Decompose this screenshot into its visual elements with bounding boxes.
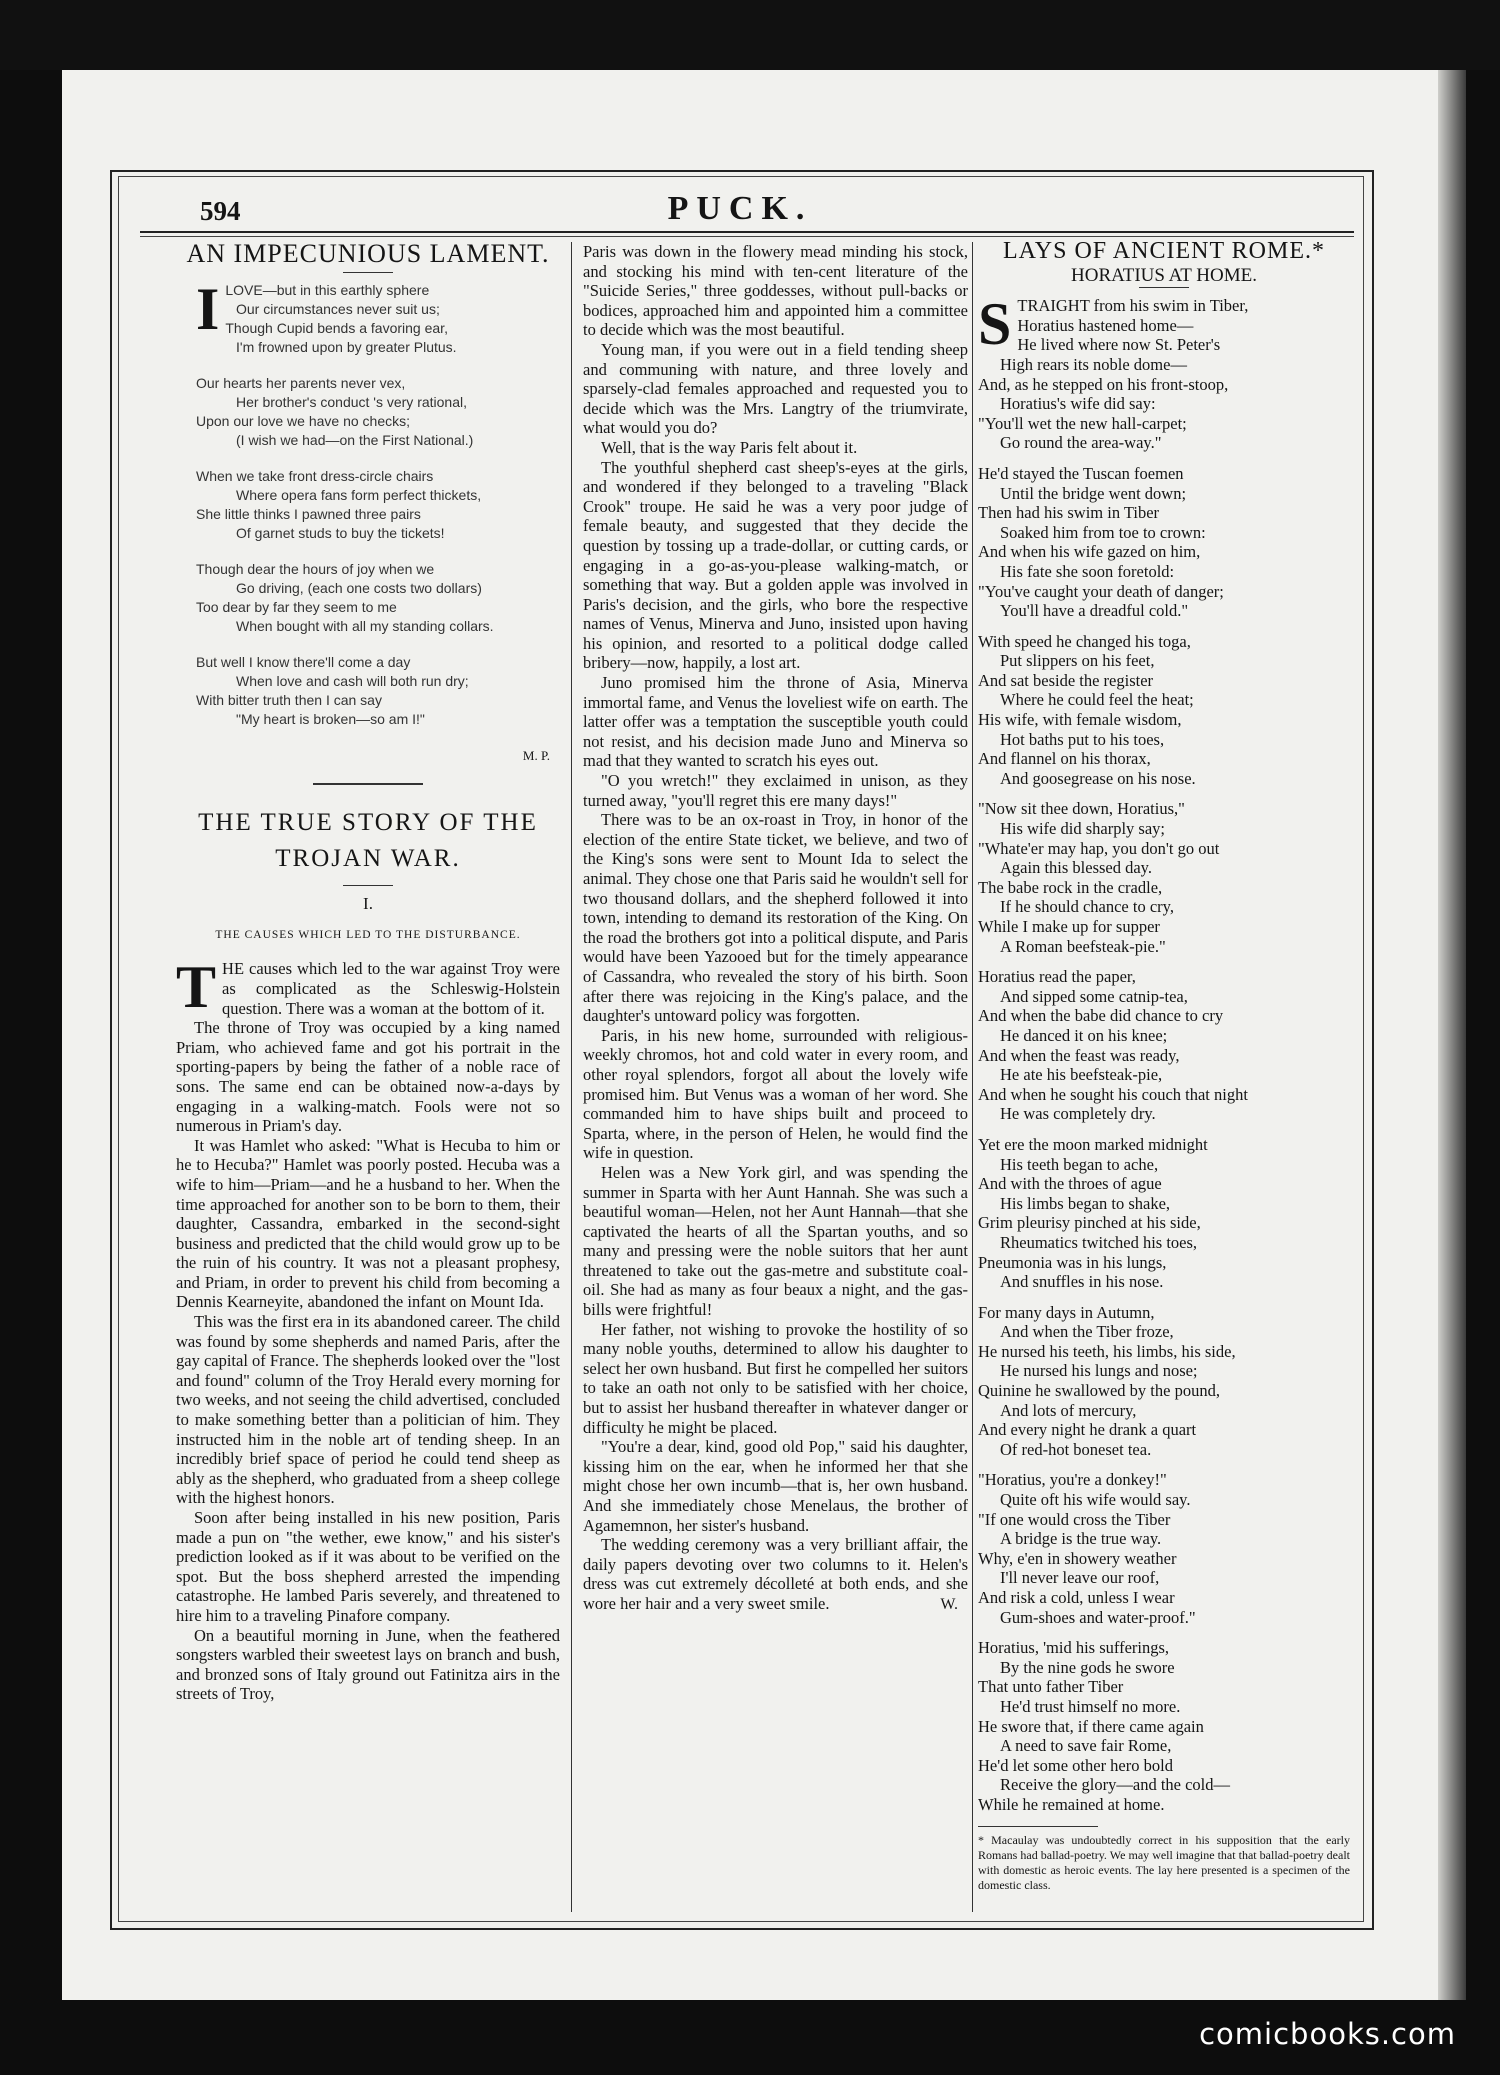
column-1 xyxy=(176,239,560,1704)
trojan-signature: W. xyxy=(940,1595,958,1613)
paragraph: There was to be an ox-roast in Troy, in honor of the election of the entire State ticket, we believe, and two of the King's sons were sent to Mount Ida to select the animal. They chose one that Paris said he wouldn't sell for two thousand dollars, and the shepherd followed it into town, intending to demand its restoration of the King. On the road the brothers got into a political dispute, and Paris would have been Yazooed but for the timely appearance of Cassandra, who revealed the story of his birth. Soon after there was rejoicing in the King's palace, and the daughter's untoward policy was forgotten. xyxy=(583,810,968,1026)
poem-stanza xyxy=(978,1638,1350,1814)
poem-line: And every night he drank a quart xyxy=(978,1420,1197,1440)
poem-line: When bought with all my standing collars. xyxy=(236,617,494,634)
poem-line: And when the feast was ready, xyxy=(978,1045,1180,1065)
poem-line: Rheumatics twitched his toes, xyxy=(1000,1232,1198,1252)
poem-line: Her brother's conduct 's very rational, xyxy=(236,393,467,410)
poem-stanza xyxy=(978,1303,1350,1460)
poem-stanza xyxy=(196,653,560,729)
trojan-title-line1: THE TRUE STORY OF THE xyxy=(198,809,538,837)
trojan-title-line2: TROJAN WAR. xyxy=(275,845,461,873)
paragraph: It was Hamlet who asked: "What is Hecuba to him or he to Hecuba?" Hamlet was poorly posted. Hecuba was a wife to him—Priam—and he a husband to her. When the time approached for another son to be born to them, their daughter, Cassandra, embarked in the second-sight business and predicted that the child would grow up to be the ruin of his country. It was not a pleasant prophesy, and Priam, in order to prevent his child from becoming a Dennis Kearneyite, abandoned the infant on Mount Ida. xyxy=(176,1135,560,1312)
poem-line: Of garnet studs to buy the tickets! xyxy=(236,524,445,541)
poem-line: High rears its noble dome— xyxy=(1000,354,1187,374)
chapter-heading: THE CAUSES WHICH LED TO THE DISTURBANCE. xyxy=(215,928,521,941)
poem-line: His wife, with female wisdom, xyxy=(978,710,1182,730)
poem-line: The babe rock in the cradle, xyxy=(978,877,1163,897)
poem-line: Why, e'en in showery weather xyxy=(978,1548,1177,1568)
header-rule xyxy=(140,231,1354,233)
lays-title: LAYS OF ANCIENT ROME.* xyxy=(1002,238,1326,264)
poem-line: But well I know there'll come a day xyxy=(196,653,411,670)
lays-poem xyxy=(978,291,1350,1814)
poem-line: Quite oft his wife would say. xyxy=(1000,1490,1191,1510)
poem-line: "Whate'er may hap, you don't go out xyxy=(978,838,1220,858)
poem-line: Too dear by far they seem to me xyxy=(196,598,397,615)
header-rule-thin xyxy=(140,236,1354,237)
poem-line: Horatius's wife did say: xyxy=(1000,394,1156,414)
poem-stanza xyxy=(978,632,1350,789)
poem-line: And when he sought his couch that night xyxy=(978,1084,1248,1104)
poem-line: "My heart is broken—so am I!" xyxy=(236,710,425,727)
poem-line: Receive the glory—and the cold— xyxy=(1000,1775,1231,1795)
poem-line: And sat beside the register xyxy=(978,670,1154,690)
poem-line: Of red-hot boneset tea. xyxy=(1000,1439,1152,1459)
paragraph: The youthful shepherd cast sheep's-eyes at the girls, and wondered if they belonged to a traveling "Black Crook" troupe. He said he was a very poor judge of female beauty, and suggested that they decide the question by tossing up a trade-dollar, or cutting cards, or engaging in a go-as-you-please walking-match, or something that way. But a golden apple was involved in Paris's decision, and the girls, who bore the respective names of Venus, Minerva and Juno, insisted upon having his opinion, and resorted to a political dodge called bribery—now, happily, a lost art. xyxy=(583,457,968,673)
paragraph: Paris was down in the flowery mead minding his stock, and stocking his mind with ten-cent literature of the "Suicide Series," three goddesses, without pull-backs or bodices, approached him and appointed him a committee to decide which was the most beautiful. xyxy=(583,242,968,340)
poem-line: A Roman beefsteak-pie." xyxy=(1000,936,1166,956)
poem-line: Horatius, 'mid his sufferings, xyxy=(978,1638,1170,1658)
paragraph: Paris, in his new home, surrounded with religious-weekly chromos, hot and cold water in every room, and other royal splendors, forgot all about the lovely wife promised him. But Venus was a woman of her word. She commanded him to have ships built and proceed to Sparta, where, in the person of Helen, he would find the wife in question. xyxy=(583,1025,968,1163)
poem-line: "You'll wet the new hall-carpet; xyxy=(978,413,1187,433)
paragraph: Her father, not wishing to provoke the hostility of so many noble youths, determined to allow his daughter to select her own husband. But first he compelled her suitors to take an oath not only to be satisfied with her choice, but to assist her husband thereafter in whatever danger or difficulty he might be placed. xyxy=(583,1319,968,1437)
poem-line: While I make up for supper xyxy=(978,917,1160,936)
lament-signature: M. P. xyxy=(522,747,550,763)
poem-line: By the nine gods he swore xyxy=(1000,1657,1175,1677)
poem-line: When love and cash will both run dry; xyxy=(236,672,469,689)
poem-stanza xyxy=(978,291,1350,453)
poem-line: He nursed his lungs and nose; xyxy=(1000,1361,1198,1381)
paragraph: Young man, if you were out in a field tending sheep and communing with nature, and three lovely and sparsely-clad females approached and requested you to decide which was the Mrs. Langtry of the triumvirate, what would you do? xyxy=(583,339,968,438)
column-2 xyxy=(583,242,968,1614)
poem-line: Though dear the hours of joy when we xyxy=(196,560,435,577)
ornamental-rule xyxy=(313,783,423,791)
poem-line: He lived where now St. Peter's xyxy=(1017,335,1221,355)
poem-line: I'll never leave our roof, xyxy=(1000,1568,1160,1588)
poem-stanza xyxy=(196,560,560,636)
lament-poem xyxy=(176,275,560,729)
poem-line: Where he could feel the heat; xyxy=(1000,690,1194,710)
poem-line: While he remained at home. xyxy=(978,1794,1165,1814)
masthead: PUCK. xyxy=(667,190,813,227)
poem-line: "Now sit thee down, Horatius," xyxy=(978,799,1185,819)
paragraph: "You're a dear, kind, good old Pop," said his daughter, kissing him on the ear, when he informed her that she might chose her own incumb—that is, her own husband. And she immediately chose Menelaus, the brother of Agamemnon, her sister's husband. xyxy=(583,1437,968,1535)
poem-line: He'd let some other hero bold xyxy=(978,1755,1173,1775)
poem-line: Put slippers on his feet, xyxy=(1000,651,1155,671)
poem-line: Our circumstances never suit us; xyxy=(236,300,440,317)
poem-line: His wife did sharply say; xyxy=(1000,819,1165,839)
poem-line: You'll have a dreadful cold." xyxy=(1000,601,1189,621)
poem-line: Go round the area-way." xyxy=(1000,433,1162,453)
page-number: 594 xyxy=(200,196,241,226)
footnote-rule xyxy=(978,1826,1098,1827)
poem-line: I'm frowned upon by greater Plutus. xyxy=(236,338,457,355)
poem-line: Pneumonia was in his lungs, xyxy=(978,1252,1167,1272)
poem-line: And when his wife gazed on him, xyxy=(978,542,1201,562)
lament-title: AN IMPECUNIOUS LAMENT. xyxy=(186,239,550,268)
poem-line: He ate his beefsteak-pie, xyxy=(1000,1065,1163,1085)
column-rule xyxy=(571,242,572,1912)
poem-line: LOVE—but in this earthly sphere xyxy=(225,281,430,298)
title-rule xyxy=(1139,287,1189,288)
poem-line: Though Cupid bends a favoring ear, xyxy=(225,319,448,336)
poem-stanza xyxy=(196,467,560,543)
paragraph: The throne of Troy was occupied by a king named Priam, who achieved fame and got his portrait in the sporting-papers by being the father of a noble race of sons. The same end can be obtained now-a-days by engaging in a walking-match. Fools were not so numerous in Priam's day. xyxy=(176,1018,560,1136)
poem-line: Yet ere the moon marked midnight xyxy=(978,1134,1208,1154)
trojan-text-col1 xyxy=(176,954,560,1704)
poem-stanza xyxy=(196,374,560,450)
poem-line: A bridge is the true way. xyxy=(1000,1529,1162,1549)
poem-line: Grim pleurisy pinched at his side, xyxy=(978,1213,1201,1233)
gutter-shadow xyxy=(1438,70,1466,2000)
poem-line: His fate she soon foretold: xyxy=(1000,561,1175,581)
paragraph: The wedding ceremony was a very brilliant affair, the daily papers devoting over two columns to it. Helen's dress was cut extremely décolleté at both ends, and she wore her hair and a very sweet smile. xyxy=(583,1535,968,1613)
scan-border xyxy=(0,0,1500,70)
trojan-text-col2 xyxy=(583,242,968,1614)
part-number: I. xyxy=(363,894,373,914)
poem-line: If he should chance to cry, xyxy=(1000,897,1174,917)
poem-stanza xyxy=(978,464,1350,621)
poem-line: He'd stayed the Tuscan foemen xyxy=(978,463,1184,483)
paragraph: Well, that is the way Paris felt about it. xyxy=(601,437,858,457)
poem-stanza xyxy=(978,967,1350,1124)
poem-line: Then had his swim in Tiber xyxy=(978,503,1160,523)
paragraph: "O you wretch!" they exclaimed in unison, as they turned away, "you'll regret this ere many days!" xyxy=(583,771,968,810)
page-header xyxy=(140,190,1340,234)
poem-line: When we take front dress-circle chairs xyxy=(196,467,434,484)
poem-line: His limbs began to shake, xyxy=(1000,1193,1171,1213)
poem-stanza xyxy=(978,1135,1350,1292)
paragraph: Helen was a New York girl, and was spending the summer in Sparta with her Aunt Hannah. She was such a beautiful woman—Helen, not her Aunt Hannah—that she captivated the hearts of all the Spartan youths, and so many and pressing were the noble suitors that her aunt threatened to take out the gas-metre and substitute coal-oil. She had as many as four beaux a night, and the gas-bills were frightful! xyxy=(583,1162,968,1320)
title-rule xyxy=(343,885,393,886)
dropcap-initial: S xyxy=(978,291,1012,358)
poem-line: And goosegrease on his nose. xyxy=(1000,768,1196,788)
poem-line: And risk a cold, unless I wear xyxy=(978,1588,1175,1607)
poem-line: A need to save fair Rome, xyxy=(1000,1736,1172,1756)
poem-line: Hot baths put to his toes, xyxy=(1000,729,1165,749)
poem-line: And lots of mercury, xyxy=(1000,1400,1137,1420)
watermark: comicbooks.com xyxy=(1199,2017,1456,2051)
poem-line: He danced it on his knee; xyxy=(1000,1025,1168,1045)
poem-line: Soaked him from toe to crown: xyxy=(1000,522,1206,542)
lays-subtitle: HORATIUS AT HOME. xyxy=(1071,264,1257,286)
poem-line: Horatius read the paper, xyxy=(978,967,1136,987)
paragraph: This was the first era in its abandoned career. The child was found by some shepherds and named Paris, after the gay capital of France. The shepherds looked over the "lost and found" column of the Troy Herald every morning for two weeks, and not seeing the child advertised, concluded to make something better than a politician of him. They instructed him in the noble art of tending sheep. In an incredibly brief space of period he could tend sheep as ably as the shepherd, who graduated from a sheep college with the highest honors. xyxy=(176,1312,560,1508)
paragraph: HE causes which led to the war against Troy were as complicated as the Schleswig-Holstein question. There was a woman at the bottom of it. xyxy=(222,959,560,1018)
poem-line: Where opera fans form perfect thickets, xyxy=(236,486,482,503)
poem-line: Gum-shoes and water-proof." xyxy=(1000,1607,1196,1627)
poem-line: And, as he stepped on his front-stoop, xyxy=(978,374,1229,394)
poem-line: Upon our love we have no checks; xyxy=(196,412,411,429)
poem-line: Until the bridge went down; xyxy=(1000,483,1187,503)
poem-stanza xyxy=(978,799,1350,956)
poem-line: And sipped some catnip-tea, xyxy=(1000,986,1188,1006)
poem-line: With bitter truth then I can say xyxy=(196,691,382,708)
poem-line: He swore that, if there came again xyxy=(978,1716,1204,1736)
poem-line: Again this blessed day. xyxy=(1000,858,1152,878)
dropcap-initial: I xyxy=(196,275,220,342)
poem-line: With speed he changed his toga, xyxy=(978,631,1191,651)
poem-line: He was completely dry. xyxy=(1000,1104,1156,1124)
paragraph: On a beautiful morning in June, when the feathered songsters warbled their sweetest lays on branch and bush, and bronzed sons of Italy ground out Fatinitza airs in the streets of Troy, xyxy=(176,1625,560,1704)
poem-line: That unto father Tiber xyxy=(978,1677,1124,1697)
poem-line: "If one would cross the Tiber xyxy=(978,1509,1171,1529)
poem-line: And snuffles in his nose. xyxy=(1000,1272,1164,1292)
poem-line: Horatius hastened home— xyxy=(1017,315,1194,335)
poem-line: TRAIGHT from his swim in Tiber, xyxy=(1017,296,1249,316)
poem-line: Go driving, (each one costs two dollars) xyxy=(236,579,482,596)
column-3 xyxy=(978,238,1350,1893)
footnote: * Macaulay was undoubtedly correct in his supposition that the early Romans had ballad-poetry. We may well imagine that that ballad-poetry dealt with domestic as heroic events. The lay here presented is a specimen of the domestic class. xyxy=(978,1832,1350,1892)
poem-line: For many days in Autumn, xyxy=(978,1302,1155,1322)
poem-line: He'd trust himself no more. xyxy=(1000,1696,1181,1716)
title-rule xyxy=(343,272,393,273)
dropcap-initial: T xyxy=(176,954,217,1021)
poem-line: His teeth began to ache, xyxy=(1000,1154,1159,1174)
poem-line: And when the babe did chance to cry xyxy=(978,1006,1224,1026)
poem-line: Quinine he swallowed by the pound, xyxy=(978,1381,1220,1401)
poem-line: He nursed his teeth, his limbs, his side, xyxy=(978,1341,1236,1361)
poem-line: "You've caught your death of danger; xyxy=(978,581,1224,601)
column-rule xyxy=(972,242,973,1912)
poem-line: And when the Tiber froze, xyxy=(1000,1322,1174,1342)
poem-line: And with the throes of ague xyxy=(978,1174,1162,1194)
poem-line: She little thinks I pawned three pairs xyxy=(196,505,421,522)
poem-stanza xyxy=(978,1470,1350,1627)
poem-stanza xyxy=(196,275,560,357)
poem-line: "Horatius, you're a donkey!" xyxy=(978,1470,1167,1490)
poem-line: Our hearts her parents never vex, xyxy=(196,374,406,391)
poem-line: And flannel on his thorax, xyxy=(978,749,1151,769)
paragraph: Juno promised him the throne of Asia, Minerva immortal fame, and Venus the loveliest wife on earth. The latter offer was a temptation the susceptible youth could not resist, and his decision made Juno and Minerva so mad that they wanted to scratch his eyes out. xyxy=(583,673,968,771)
paragraph: Soon after being installed in his new position, Paris made a pun on "the wether, ewe know," and his sister's prediction looked as if it was about to be verified on the spot. But the boss shepherd arrested the impending catastrophe. He lambed Paris severely, and threatened to hire him to a traveling Pinafore company. xyxy=(176,1508,560,1625)
poem-line: (I wish we had—on the First National.) xyxy=(236,431,474,448)
